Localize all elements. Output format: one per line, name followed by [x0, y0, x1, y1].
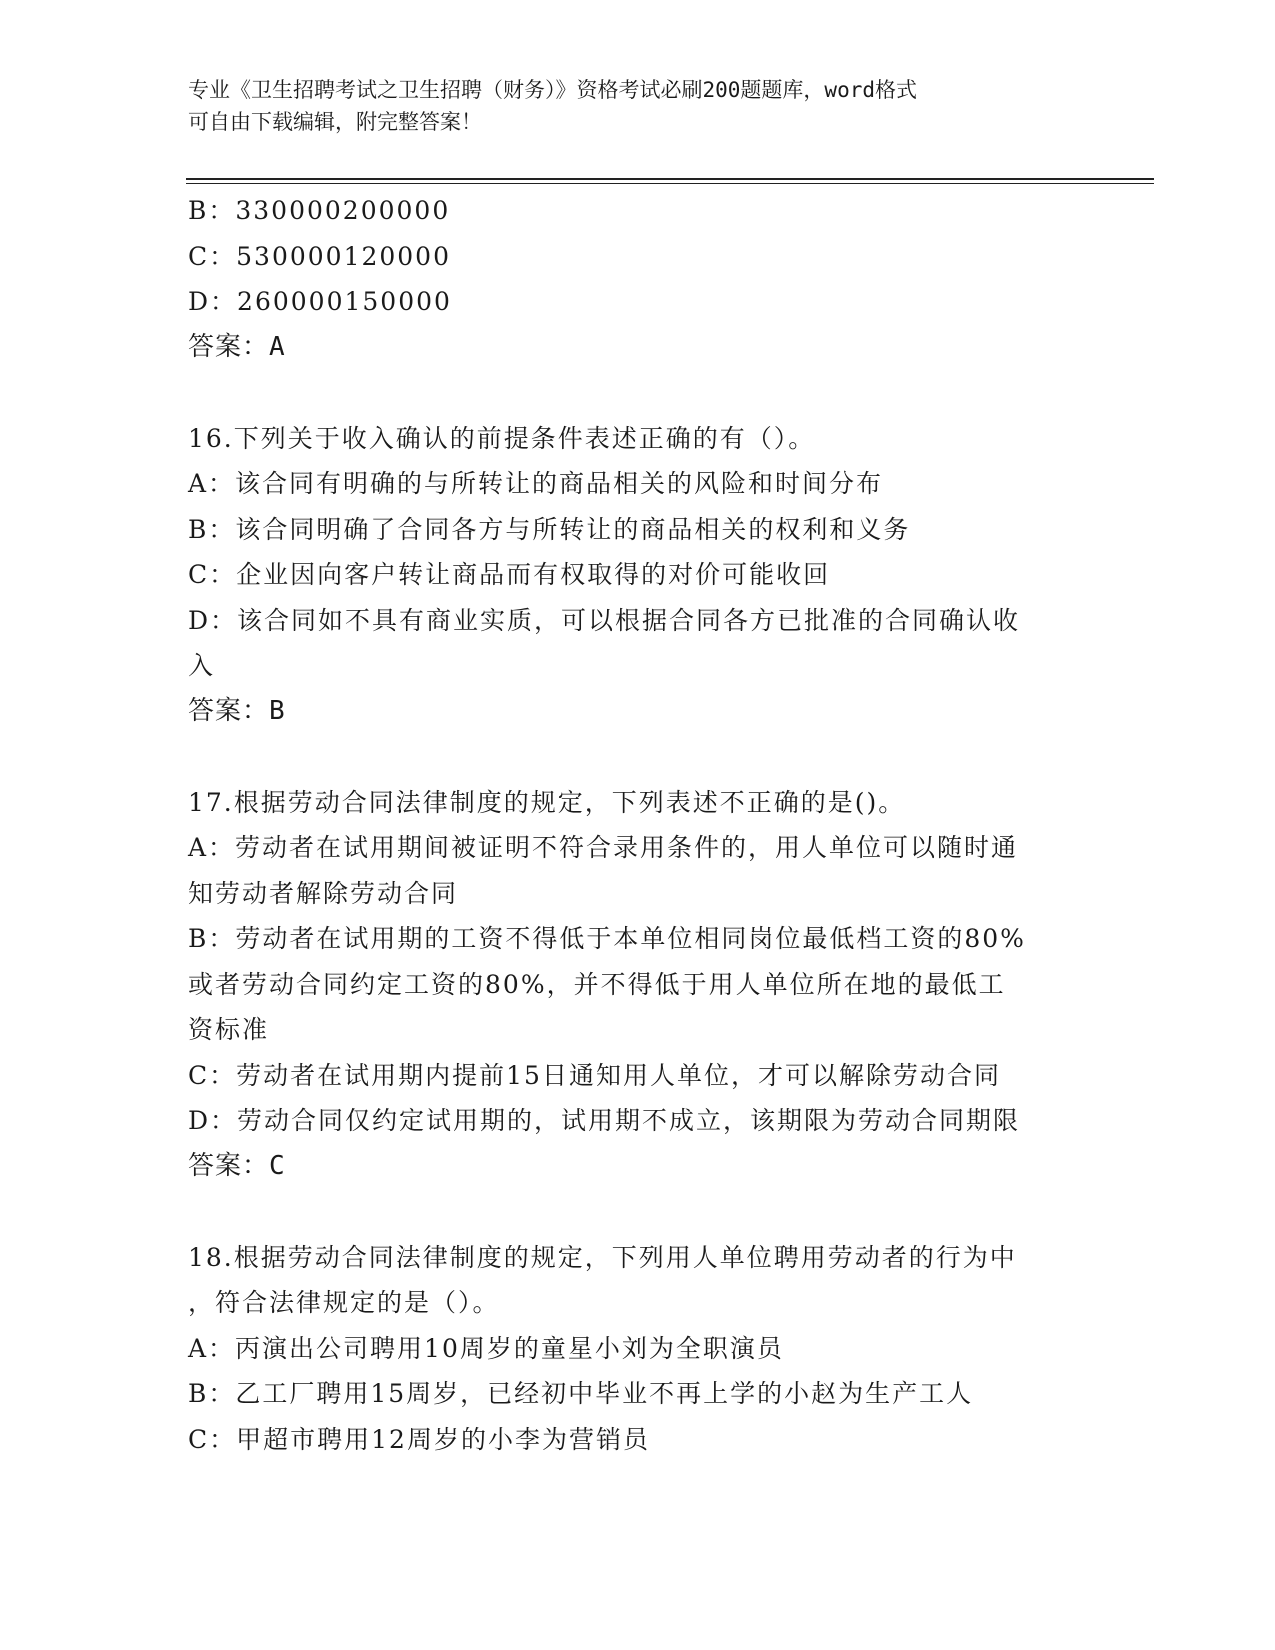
option-d-line-1: D：该合同如不具有商业实质，可以根据合同各方已批准的合同确认收 [188, 605, 1021, 635]
answer-line: 答案：B [188, 695, 286, 726]
header-rule-thin [186, 183, 1154, 184]
header-title-line-2: 可自由下载编辑，附完整答案！ [188, 110, 482, 134]
question-text: 17.根据劳动合同法律制度的规定，下列表述不正确的是()。 [188, 787, 906, 817]
option-a: A：该合同有明确的与所转让的商品相关的风险和时间分布 [188, 469, 884, 498]
spacer [188, 370, 1088, 416]
question-15 [188, 188, 1088, 370]
option-b-line-3: 资标准 [188, 1015, 270, 1044]
option-b-line-2: 或者劳动合同约定工资的80%，并不得低于用人单位所在地的最低工 [188, 969, 1006, 999]
question-17 [188, 780, 1088, 1190]
option-b: B：该合同明确了合同各方与所转让的商品相关的权利和义务 [188, 514, 911, 544]
option-a-line-2: 知劳动者解除劳动合同 [188, 878, 459, 908]
answer-line: 答案：A [188, 331, 286, 362]
option-a: A：丙演出公司聘用10周岁的童星小刘为全职演员 [188, 1333, 784, 1363]
question-list [188, 188, 1088, 1462]
option-b: B：乙工厂聘用15周岁，已经初中毕业不再上学的小赵为生产工人 [188, 1379, 974, 1408]
option-c: C：530000120000 [188, 241, 451, 271]
option-d: D：劳动合同仅约定试用期的，试用期不成立，该期限为劳动合同期限 [188, 1106, 1021, 1135]
question-text: 16.下列关于收入确认的前提条件表述正确的有（）。 [188, 423, 816, 453]
option-c: C：甲超市聘用12周岁的小李为营销员 [188, 1424, 650, 1454]
spacer [188, 734, 1088, 780]
spacer [188, 1189, 1088, 1235]
option-b: B：330000200000 [188, 196, 451, 225]
question-text-line-2: ，符合法律规定的是（）。 [188, 1288, 500, 1317]
option-d: D：260000150000 [188, 287, 452, 316]
option-c: C：劳动者在试用期内提前15日通知用人单位，才可以解除劳动合同 [188, 1060, 1001, 1090]
option-d-line-2: 入 [188, 651, 216, 680]
question-16 [188, 416, 1088, 735]
option-b-line-1: B：劳动者在试用期的工资不得低于本单位相同岗位最低档工资的80% [188, 924, 1026, 953]
question-18 [188, 1235, 1088, 1463]
option-c: C：企业因向客户转让商品而有权取得的对价可能收回 [188, 560, 831, 589]
header-title-line-1: 专业《卫生招聘考试之卫生招聘（财务）》资格考试必刷200题题库，word格式 [188, 78, 917, 102]
header-rule-thick [186, 178, 1154, 180]
question-text-line-1: 18.根据劳动合同法律制度的规定，下列用人单位聘用劳动者的行为中 [188, 1242, 1017, 1272]
document-header [188, 74, 1068, 138]
answer-line: 答案：C [188, 1150, 286, 1181]
option-a-line-1: A：劳动者在试用期间被证明不符合录用条件的，用人单位可以随时通 [188, 833, 1019, 862]
